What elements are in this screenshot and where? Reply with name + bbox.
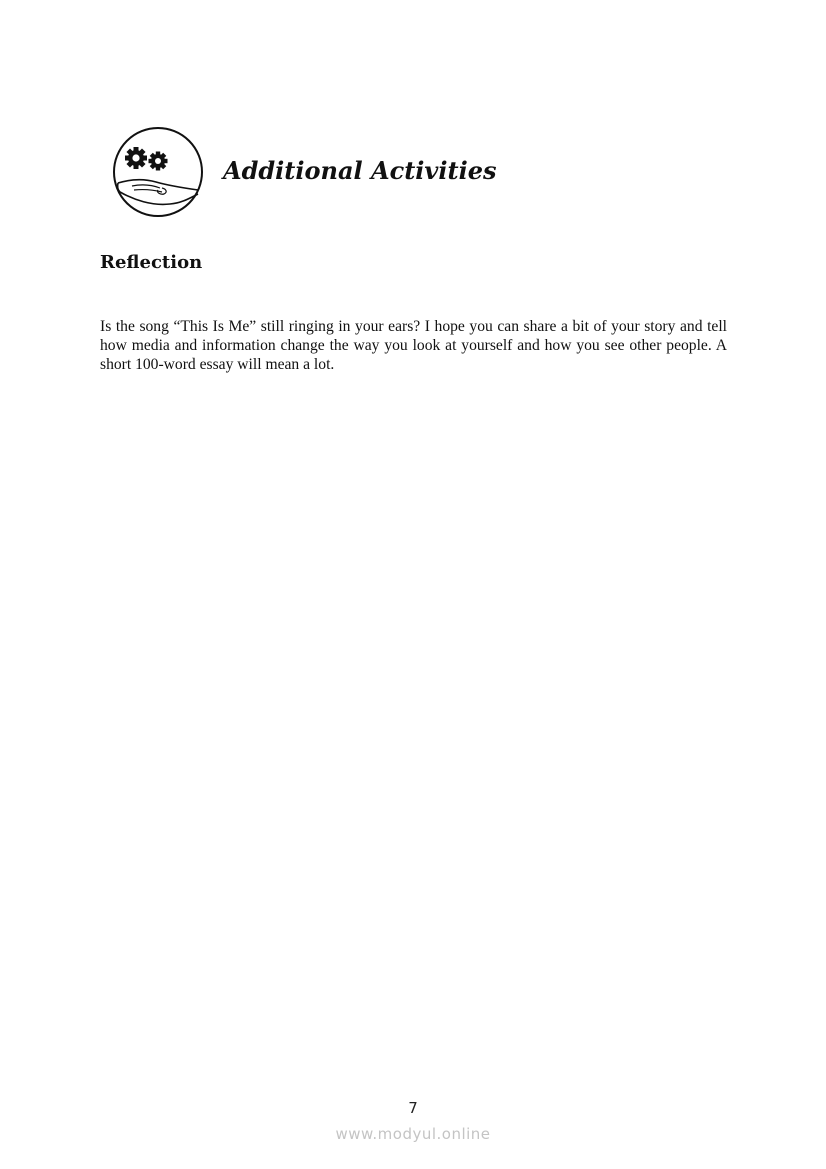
page-number: 7 [408,1099,418,1117]
section-title: Additional Activities [223,156,497,185]
reflection-heading: Reflection [100,252,203,273]
watermark: www.modyul.online [335,1125,491,1143]
gears-in-hand-icon [112,126,204,218]
reflection-paragraph: Is the song “This Is Me” still ringing in your ears? I hope you can share a bit of your story and tell how media and information change the way you look at yourself and how you see other people. A short 100-word essay will mean a lot. [100,318,727,373]
